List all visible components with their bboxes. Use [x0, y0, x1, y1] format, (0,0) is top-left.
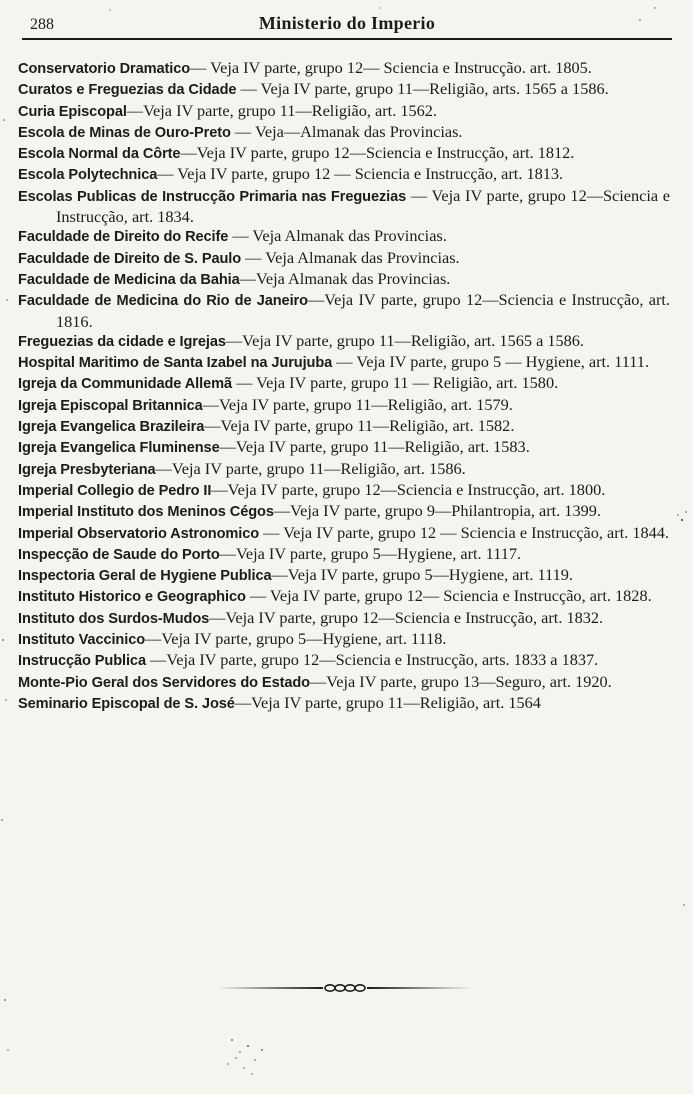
index-entry: [18, 164, 670, 185]
entry-text: —Veja IV parte, grupo 11—Religião, art. 1583.: [219, 437, 530, 457]
index-entry: [18, 143, 670, 164]
entry-text: — Veja IV parte, grupo 12 — Sciencia e Instrucção, art. 1813.: [157, 164, 564, 184]
index-entry: [18, 290, 670, 331]
entry-name: Monte-Pio Geral dos Servidores do Estado: [18, 674, 310, 691]
index-entry: [18, 459, 670, 480]
entry-text: — Veja IV parte, grupo 5 — Hygiene, art. 1111.: [332, 352, 650, 372]
index-entry: [18, 186, 670, 227]
entry-name: Hospital Maritimo de Santa Izabel na Jurujuba: [18, 355, 333, 372]
index-entry: [18, 352, 670, 373]
page-header: [22, 12, 672, 40]
index-entry: [18, 544, 670, 565]
entry-text: — Veja IV parte, grupo 11—Religião, arts. 1565 a 1586.: [236, 79, 609, 99]
entry-list: [18, 58, 670, 714]
entry-name: Faculdade de Direito do Recife: [18, 229, 229, 246]
entry-text: —Veja IV parte, grupo 11—Religião, art. 1564: [234, 692, 541, 712]
entry-name: Instituto dos Surdos-Mudos: [18, 610, 210, 627]
entry-name: Igreja da Communidade Allemã: [18, 376, 232, 393]
index-entry: [18, 79, 670, 100]
entry-name: Curia Episcopal: [18, 103, 127, 120]
entry-text: —Veja IV parte, grupo 5—Hygiene, art. 1117.: [219, 543, 522, 563]
entry-name: Instituto Historico e Geographico: [18, 589, 246, 606]
entry-text: — Veja Almanak das Provincias.: [228, 226, 447, 246]
entry-text: —Veja IV parte, grupo 11—Religião, art. 1586.: [155, 458, 466, 478]
index-entry: [18, 501, 670, 522]
entry-text: —Veja IV parte, grupo 5—Hygiene, art. 1119.: [271, 565, 573, 585]
index-entry: [18, 58, 670, 79]
entry-text: — Veja IV parte, grupo 11 — Religião, art. 1580.: [232, 373, 559, 393]
index-entry: [18, 331, 670, 352]
entry-text: —Veja IV parte, grupo 12—Sciencia e Instrucção, art. 1800.: [211, 479, 606, 499]
index-entry: [18, 586, 670, 607]
running-head: Ministerio do Imperio: [258, 13, 436, 33]
entry-name: Faculdade de Medicina da Bahia: [18, 271, 240, 288]
entry-text: —Veja IV parte, grupo 11—Religião, art. 1582.: [204, 416, 515, 436]
entry-text: — Veja IV parte, grupo 12— Sciencia e Instrucção, art. 1828.: [245, 586, 652, 606]
entry-text: — Veja IV parte, grupo 12—Sciencia e Instrucção, art. 1834.: [56, 185, 671, 227]
entry-name: Faculdade de Direito de S. Paulo: [18, 250, 242, 267]
entry-name: Escola Polytechnica: [18, 167, 158, 184]
index-entry: [18, 693, 670, 714]
entry-text: —Veja IV parte, grupo 12—Sciencia e Instrucção, art. 1816.: [56, 290, 670, 331]
entry-text: —Veja IV parte, grupo 5—Hygiene, art. 1118.: [145, 629, 447, 649]
entry-name: Escola de Minas de Ouro-Preto: [18, 124, 231, 141]
entry-text: —Veja IV parte, grupo 9—Philantropia, art. 1399.: [273, 501, 601, 521]
index-entry: [18, 565, 670, 586]
index-entry: [18, 395, 670, 416]
entry-name: Conservatorio Dramatico: [18, 61, 191, 77]
entry-name: Igreja Evangelica Brazileira: [18, 419, 205, 436]
entry-name: Igreja Evangelica Fluminense: [18, 440, 220, 457]
entry-name: Faculdade de Medicina do Rio de Janeiro: [18, 293, 308, 310]
entry-name: Instituto Vaccinico: [18, 632, 146, 649]
entry-name: Inspecção de Saude do Porto: [18, 546, 220, 563]
entry-name: Inspectoria Geral de Hygiene Publica: [18, 568, 272, 585]
entry-text: — Veja—Almanak das Provincias.: [230, 121, 463, 141]
entry-text: —Veja IV parte, grupo 11—Religião, art. 1565 a 1586.: [225, 330, 584, 350]
index-entry: [18, 629, 670, 650]
entry-name: Instrucção Publica: [18, 653, 146, 670]
index-entry: [18, 101, 670, 122]
entry-text: —Veja IV parte, grupo 13—Seguro, art. 1920.: [310, 671, 612, 691]
entry-name: Imperial Observatorio Astronomico: [18, 525, 260, 542]
entry-text: — Veja IV parte, grupo 12 — Sciencia e Instrucção, art. 1844.: [259, 522, 670, 542]
index-entry: [18, 248, 670, 269]
index-entry: [18, 672, 670, 693]
entry-name: Imperial Collegio de Pedro II: [18, 482, 212, 499]
entry-name: Escola Normal da Côrte: [18, 146, 181, 163]
ornamental-rule: [218, 983, 472, 993]
entry-text: —Veja IV parte, grupo 12—Sciencia e Instrucção, art. 1812.: [180, 143, 575, 163]
entry-text: —Veja Almanak das Provincias.: [239, 268, 451, 288]
entry-text: — Veja Almanak das Provincias.: [241, 247, 460, 267]
index-entry: [18, 480, 670, 501]
entry-text: —Veja IV parte, grupo 12—Sciencia e Instrucção, art. 1832.: [209, 607, 604, 627]
entry-name: Escolas Publicas de Instrucção Primaria nas Freguezias: [18, 188, 407, 205]
entry-name: Imperial Instituto dos Meninos Cégos: [18, 504, 274, 521]
index-entry: [18, 122, 670, 143]
entry-name: Freguezias da cidade e Igrejas: [18, 333, 226, 350]
page-number: 288: [30, 16, 54, 33]
index-entry: [18, 523, 670, 544]
entry-name: Igreja Presbyteriana: [18, 461, 156, 478]
index-entry: [18, 650, 670, 671]
entry-text: — Veja IV parte, grupo 12— Sciencia e Instrucção. art. 1805.: [190, 58, 592, 77]
entry-name: Igreja Episcopal Britannica: [18, 397, 203, 414]
index-entry: [18, 269, 670, 290]
index-entry: [18, 226, 670, 247]
index-entry: [18, 608, 670, 629]
index-entry: [18, 373, 670, 394]
entry-name: Seminario Episcopal de S. José: [18, 695, 235, 712]
index-entry: [18, 437, 670, 458]
entry-name: Curatos e Freguezias da Cidade: [18, 82, 237, 99]
entry-text: —Veja IV parte, grupo 11—Religião, art. 1579.: [202, 394, 513, 414]
index-entry: [18, 416, 670, 437]
entry-text: —Veja IV parte, grupo 12—Sciencia e Instrucção, arts. 1833 a 1837.: [145, 650, 599, 670]
entry-text: —Veja IV parte, grupo 11—Religião, art. 1562.: [126, 100, 437, 120]
